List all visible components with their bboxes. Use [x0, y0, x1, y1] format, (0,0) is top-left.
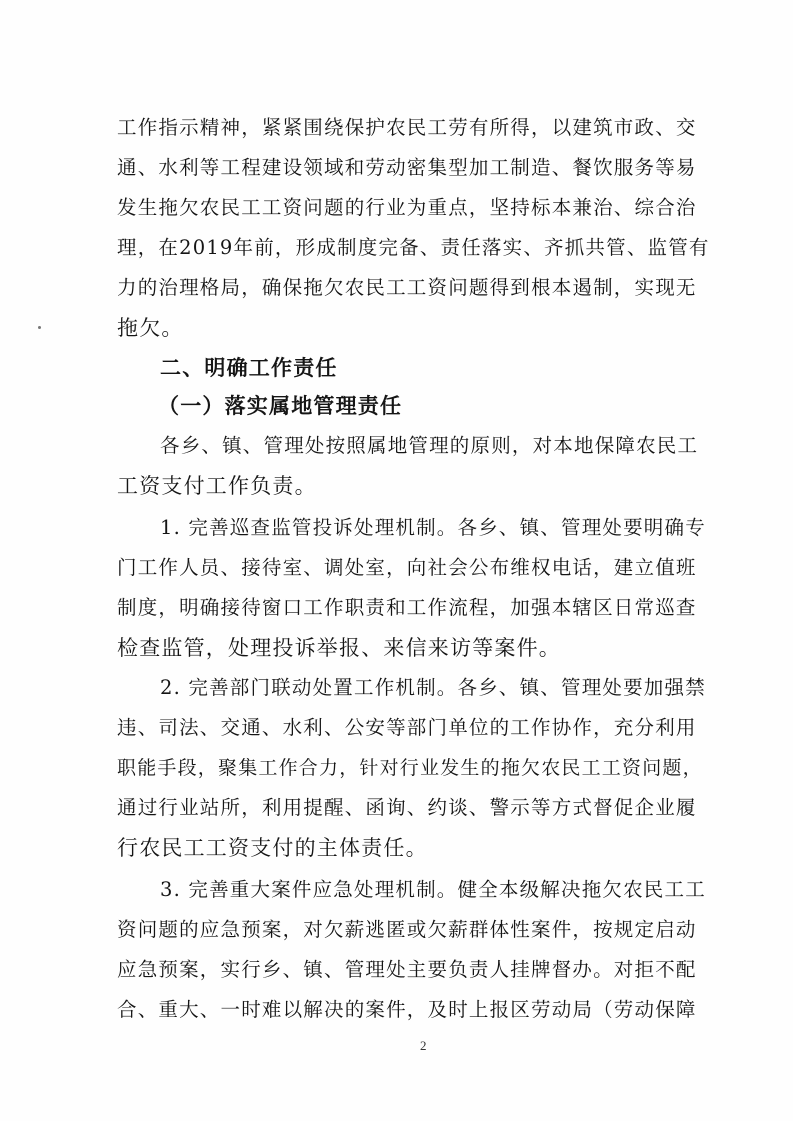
text-line-2: 通、水利等工程建设领域和劳动密集型加工制造、餐饮服务等易	[117, 156, 697, 179]
text-line-1: 工作指示精神，紧紧围绕保护农民工劳有所得，以建筑市政、交	[117, 116, 697, 139]
text-line-16: 违、司法、交通、水利、公安等部门单位的工作协作，充分利用	[117, 716, 697, 739]
text-line-23: 合、重大、一时难以解决的案件，及时上报区劳动局（劳动保障	[117, 998, 697, 1021]
text-line-22: 应急预案，实行乡、镇、管理处主要负责人挂牌督办。对拒不配	[117, 958, 697, 981]
scan-speck	[38, 326, 41, 329]
text-line-11: 1. 完善巡查监管投诉处理机制。各乡、镇、管理处要明确专	[160, 516, 706, 539]
text-line-21: 资问题的应急预案，对欠薪逃匿或欠薪群体性案件，按规定启动	[117, 918, 697, 941]
text-line-6: 拖欠。	[117, 316, 184, 340]
text-line-17: 职能手段，聚集工作合力，针对行业发生的拖欠农民工工资问题，	[117, 757, 703, 779]
section-heading: 二、明确工作责任	[160, 356, 338, 380]
text-line-4: 理，在2019年前，形成制度完备、责任落实、齐抓共管、监管有	[117, 236, 710, 259]
text-line-20: 3. 完善重大案件应急处理机制。健全本级解决拖欠农民工工	[160, 878, 706, 901]
text-line-19: 行农民工工资支付的主体责任。	[117, 836, 428, 860]
text-line-3: 发生拖欠农民工工资问题的行业为重点，坚持标本兼治、综合治	[117, 196, 697, 219]
page-number: 2	[420, 1038, 427, 1053]
text-line-13: 制度，明确接待窗口工作职责和工作流程，加强本辖区日常巡查	[117, 596, 697, 619]
text-line-9: 各乡、镇、管理处按照属地管理的原则，对本地保障农民工	[160, 434, 699, 457]
text-line-14: 检查监管，处理投诉举报、来信来访等案件。	[117, 636, 561, 660]
text-line-15: 2. 完善部门联动处置工作机制。各乡、镇、管理处要加强禁	[160, 676, 706, 699]
subsection-heading: （一）落实属地管理责任	[158, 394, 403, 418]
text-line-18: 通过行业站所，利用提醒、函询、约谈、警示等方式督促企业履	[117, 796, 697, 819]
text-line-12: 门工作人员、接待室、调处室，向社会公布维权电话，建立值班	[117, 556, 697, 579]
text-line-5: 力的治理格局，确保拖欠农民工工资问题得到根本遏制，实现无	[117, 276, 697, 299]
text-line-10: 工资支付工作负责。	[117, 474, 317, 498]
